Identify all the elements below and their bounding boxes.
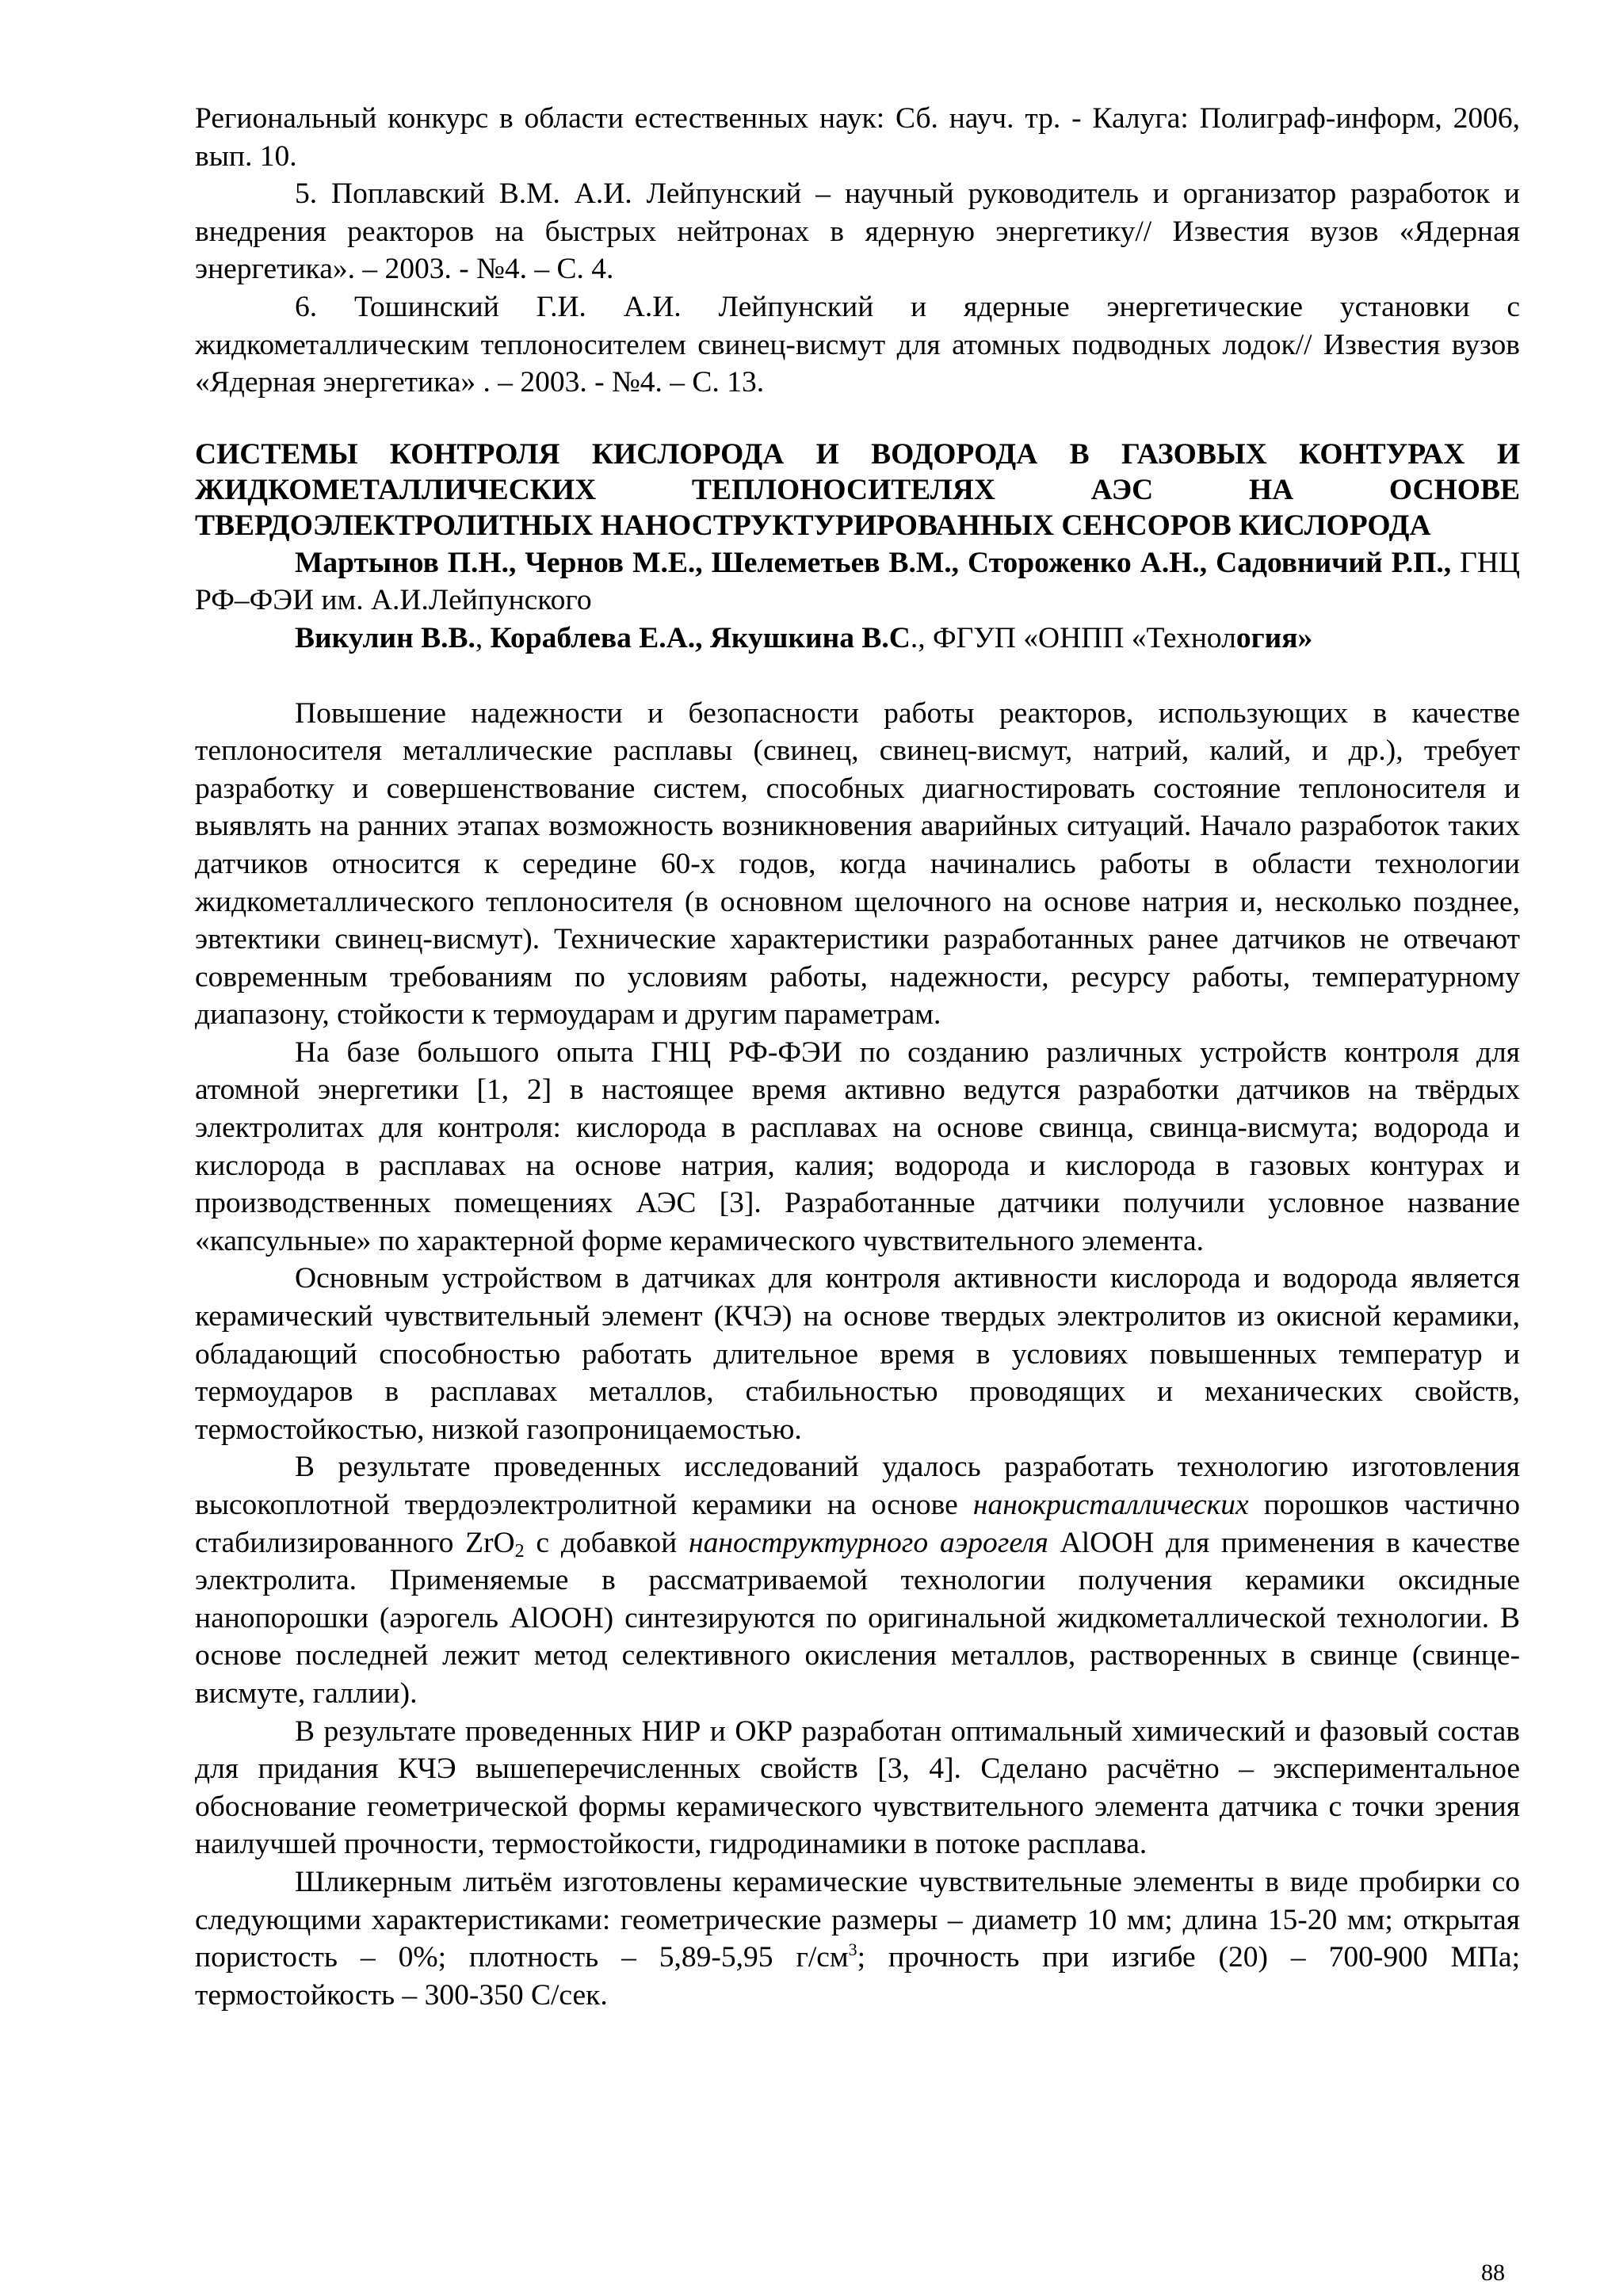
paragraph-6-text-b: ; прочность при изгибе (20) – 700-900 МПа; термостойкость – 300-350 С/сек. xyxy=(195,1941,1520,2012)
authors-affiliation-1: ГНЦ РФ–ФЭИ им. А.И.Лейпунского xyxy=(195,546,1520,617)
article-title: СИСТЕМЫ КОНТРОЛЯ КИСЛОРОДА И ВОДОРОДА В ГАЗОВЫХ КОНТУРАХ И ЖИДКОМЕТАЛЛИЧЕСКИХ ТЕПЛОНОСИТЕЛЯХ АЭС НА ОСНОВЕ ТВЕРДОЭЛЕКТРОЛИТНЫХ НАНОСТРУКТУРИРОВАННЫХ СЕНСОРОВ КИСЛОРОДА xyxy=(195,437,1520,542)
reference-5: 5. Поплавский В.М. А.И. Лейпунский – научный руководитель и организатор разработок и внедрения реакторов на быстрых нейтронах в ядерную энергетику// Известия вузов «Ядерная энергетика». – 2003. - №4. – С. 4. xyxy=(195,177,1520,286)
reference-4-continuation: Региональный конкурс в области естественных наук: Сб. науч. тр. - Калуга: Полиграф-информ, 2006, вып. 10. xyxy=(195,102,1520,173)
paragraph-4-italic-2: наноструктурного аэрогеля xyxy=(689,1526,1048,1559)
paragraph-4-text-c: с добавкой xyxy=(524,1526,689,1559)
authors-names-1: Мартынов П.Н., Чернов М.Е., Шелеметьев В.М., Стороженко А.Н., Садовничий Р.П., xyxy=(295,546,1452,579)
authors-affiliation-2: ., ФГУП «ОНПП «Технол xyxy=(910,621,1236,654)
authors-separator: , xyxy=(475,621,491,654)
zro2-subscript: 2 xyxy=(514,1540,525,1562)
authors-line-1 xyxy=(195,544,1520,620)
paragraph-6-text-a: Шликерным литьём изготовлены керамические чувствительные элементы в виде пробирки со следующими характеристиками: геометрические размеры – диаметр 10 мм; длина 15-20 мм; открытая пористость – 0%; плотность – 5,89-5,95 г/см xyxy=(195,1865,1520,1974)
cm3-superscript: 3 xyxy=(848,1939,857,1960)
paragraph-2: На базе большого опыта ГНЦ РФ-ФЭИ по созданию различных устройств контроля для атомной энергетики [1, 2] в настоящее время активно ведутся разработки датчиков на твёрдых электролитах для контроля: кислорода в расплавах на основе свинца, свинца-висмута; водорода и кислорода в расплавах на основе натрия, калия; водорода и кислорода в газовых контурах и производственных помещениях АЭС [3]. Разработанные датчики получили условное название «капсульные» по характерной форме керамического чувствительного элемента. xyxy=(195,1035,1520,1257)
spacer xyxy=(195,658,1520,695)
paragraph-3: Основным устройством в датчиках для контроля активности кислорода и водорода является керамический чувствительный элемент (КЧЭ) на основе твердых электролитов из окисной керамики, обладающий способностью работать длительное время в условиях повышенных температур и термоударов в расплавах металлов, стабильностью проводящих и механических свойств, термостойкостью, низкой газопроницаемостью. xyxy=(195,1262,1520,1446)
paragraph-1: Повышение надежности и безопасности работы реакторов, использующих в качестве теплоносителя металлические расплавы (свинец, свинец-висмут, натрий, калий, и др.), требует разработку и совершенствование систем, способных диагностировать состояние теплоносителя и выявлять на ранних этапах возможность возникновения аварийных ситуаций. Начало разработок таких датчиков относится к середине 60-х годов, когда начинались работы в области технологии жидкометаллического теплоносителя (в основном щелочного на основе натрия и, несколько позднее, эвтектики свинец-висмут). Технические характеристики разработанных ранее датчиков не отвечают современным требованиям по условиям работы, надежности, ресурсу работы, температурному диапазону, стойкости к термоударам и другим параметрам. xyxy=(195,696,1520,1032)
paragraph-5: В результате проведенных НИР и ОКР разработан оптимальный химический и фазовый состав для придания КЧЭ вышеперечисленных свойств [3, 4]. Сделано расчётно – экспериментальное обоснование геометрической формы керамического чувствительного элемента датчика с точки зрения наилучшей прочности, термостойкости, гидродинамики в потоке расплава. xyxy=(195,1714,1520,1861)
paragraph-4-text-b: порошков частично стабилизированного ZrO xyxy=(195,1489,1520,1559)
page-number: 88 xyxy=(1481,2260,1505,2286)
paragraph-4-text-d: AlOOH для применения в качестве электролита. Применяемые в рассматриваемой технологии получения керамики оксидные нанопорошки (аэрогель AlOOH) синтезируются по оригинальной жидкометаллической технологии. В основе последней лежит метод селективного окисления металлов, растворенных в свинце (свинце-висмуте, галлии). xyxy=(195,1526,1520,1710)
paragraph-4-italic-1: нанокристаллических xyxy=(972,1489,1249,1521)
authors-names-2b: Кораблева Е.А., Якушкина В.С xyxy=(490,621,911,654)
paragraph-6 xyxy=(195,1863,1520,2014)
document-page xyxy=(195,100,1520,2014)
paragraph-4-text-a: В результате проведенных исследований удалось разработать технологию изготовления высокоплотной твердоэлектролитной керамики на основе xyxy=(195,1451,1520,1521)
reference-6: 6. Тошинский Г.И. А.И. Лейпунский и ядерные энергетические установки с жидкометаллическим теплоносителем свинец-висмут для атомных подводных лодок// Известия вузов «Ядерная энергетика» . – 2003. - №4. – С. 13. xyxy=(195,290,1520,399)
paragraph-4 xyxy=(195,1448,1520,1712)
authors-names-2a: Викулин В.В. xyxy=(295,621,475,654)
authors-affiliation-2-bold: огия» xyxy=(1235,621,1313,654)
authors-line-2 xyxy=(195,620,1520,658)
